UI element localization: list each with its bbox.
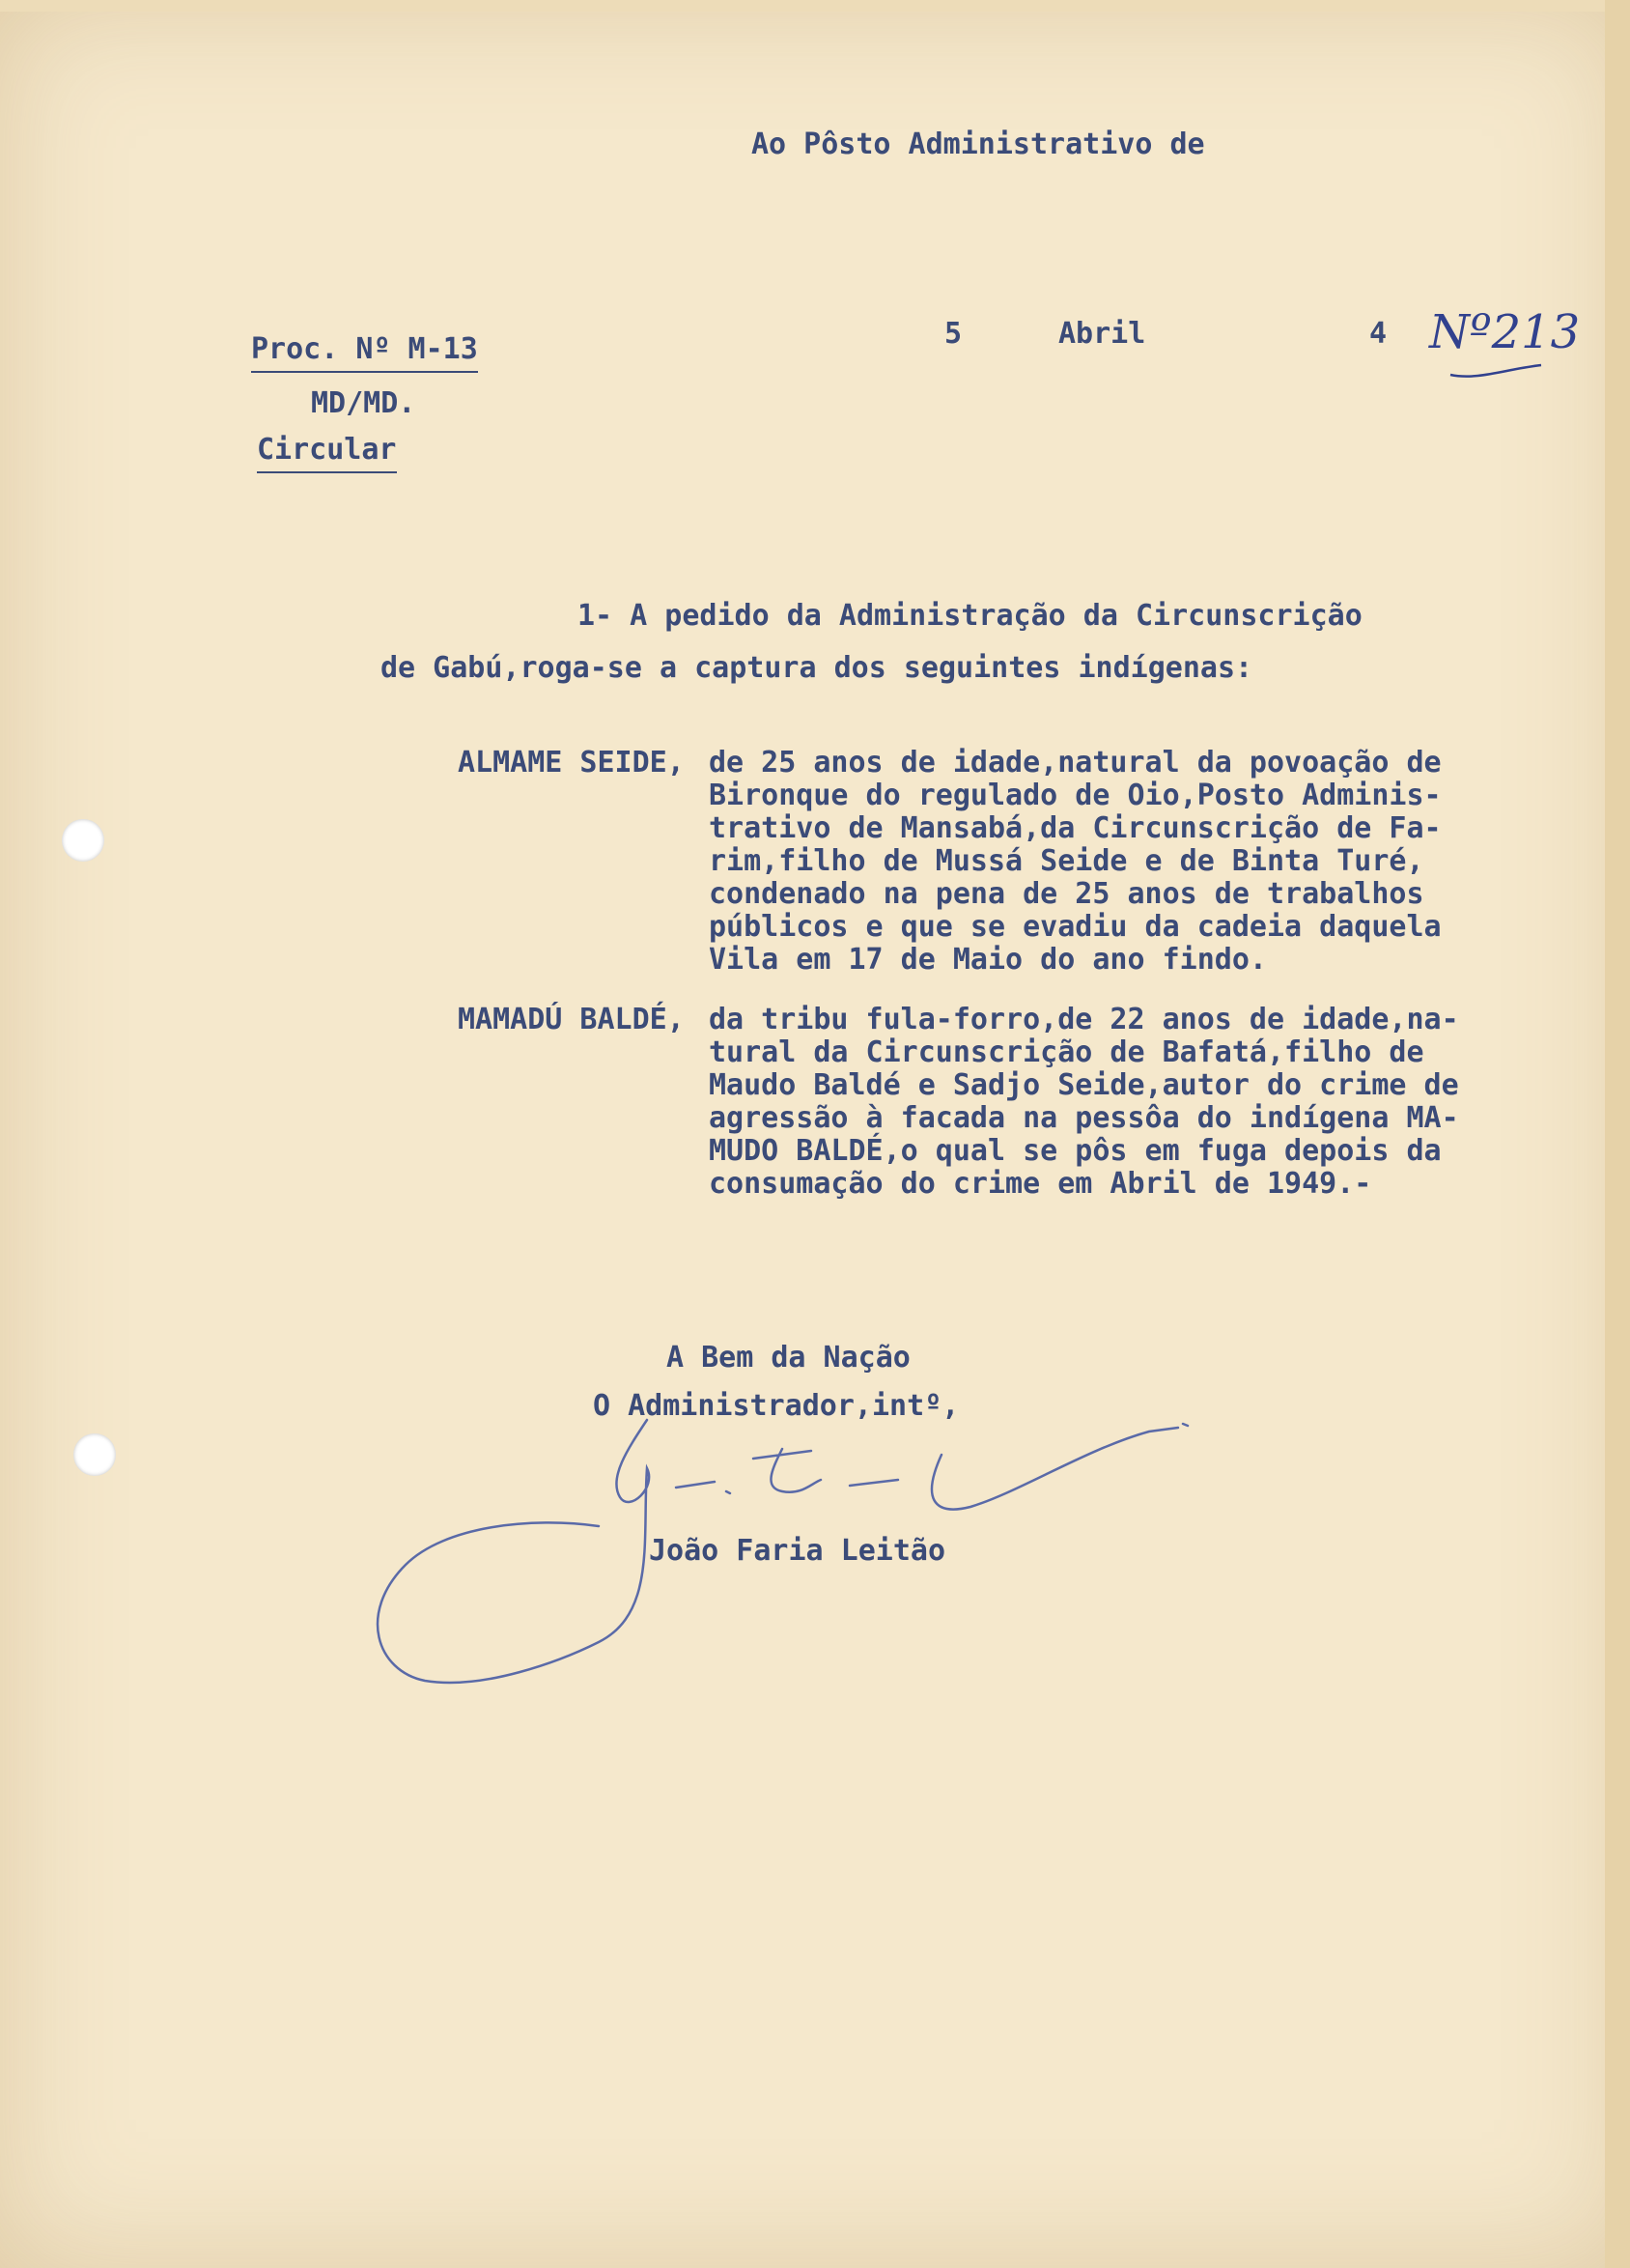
entry-2-line: Maudo Baldé e Sadjo Seide,autor do crime de (709, 1068, 1459, 1102)
entry-1-line: condenado na pena de 25 anos de trabalhos (709, 877, 1424, 911)
initials: MD/MD. (311, 386, 416, 420)
closing-role: O Administrador,intº, (593, 1389, 960, 1423)
date-day: 5 (944, 317, 963, 351)
intro-line-2: de Gabú,roga-se a captura dos seguintes indígenas: (380, 651, 1253, 685)
punch-hole-bottom (73, 1433, 116, 1476)
entry-2-line: agressão à facada na pessôa do indígena MA- (709, 1101, 1459, 1135)
handwritten-underline (1448, 359, 1545, 383)
handwritten-number: Nº213 (1429, 305, 1581, 359)
entry-2-line: MUDO BALDÉ,o qual se pôs em fuga depois da (709, 1134, 1442, 1168)
entry-1-line: trativo de Mansabá,da Circunscrição de Fa- (709, 811, 1442, 845)
entry-1-line: rim,filho de Mussá Seide e de Binta Turé, (709, 844, 1424, 878)
entry-1-line: Bironque do regulado de Oio,Posto Adminis- (709, 779, 1442, 812)
process-number: Proc. Nº M-13 (251, 330, 478, 373)
entry-2-name: MAMADÚ BALDÉ, (458, 1003, 685, 1036)
intro-line-1: 1- A pedido da Administração da Circunscrição (577, 599, 1363, 633)
closing-salutation: A Bem da Nação (666, 1341, 911, 1375)
date-month: Abril (1058, 317, 1146, 351)
circular-label: Circular (257, 431, 397, 473)
punch-hole-top (62, 819, 104, 862)
entry-2-line: da tribu fula-forro,de 22 anos de idade,na- (709, 1003, 1459, 1036)
paper-edge-right (1605, 0, 1630, 2268)
entry-2-line: tural da Circunscrição de Bafatá,filho de (709, 1035, 1424, 1069)
entry-1-line: de 25 anos de idade,natural da povoação de (709, 746, 1442, 780)
signatory-name: João Faria Leitão (649, 1534, 946, 1568)
entry-2-line: consumação do crime em Abril de 1949.- (709, 1167, 1372, 1201)
entry-1-line: Vila em 17 de Maio do ano findo. (709, 943, 1267, 977)
entry-1-line: públicos e que se evadiu da cadeia daquela (709, 910, 1442, 944)
date-year-fragment: 4 (1369, 317, 1388, 351)
entry-1-name: ALMAME SEIDE, (458, 746, 685, 780)
addressee: Ao Pôsto Administrativo de (751, 128, 1205, 161)
paper-edge-top (0, 0, 1630, 12)
